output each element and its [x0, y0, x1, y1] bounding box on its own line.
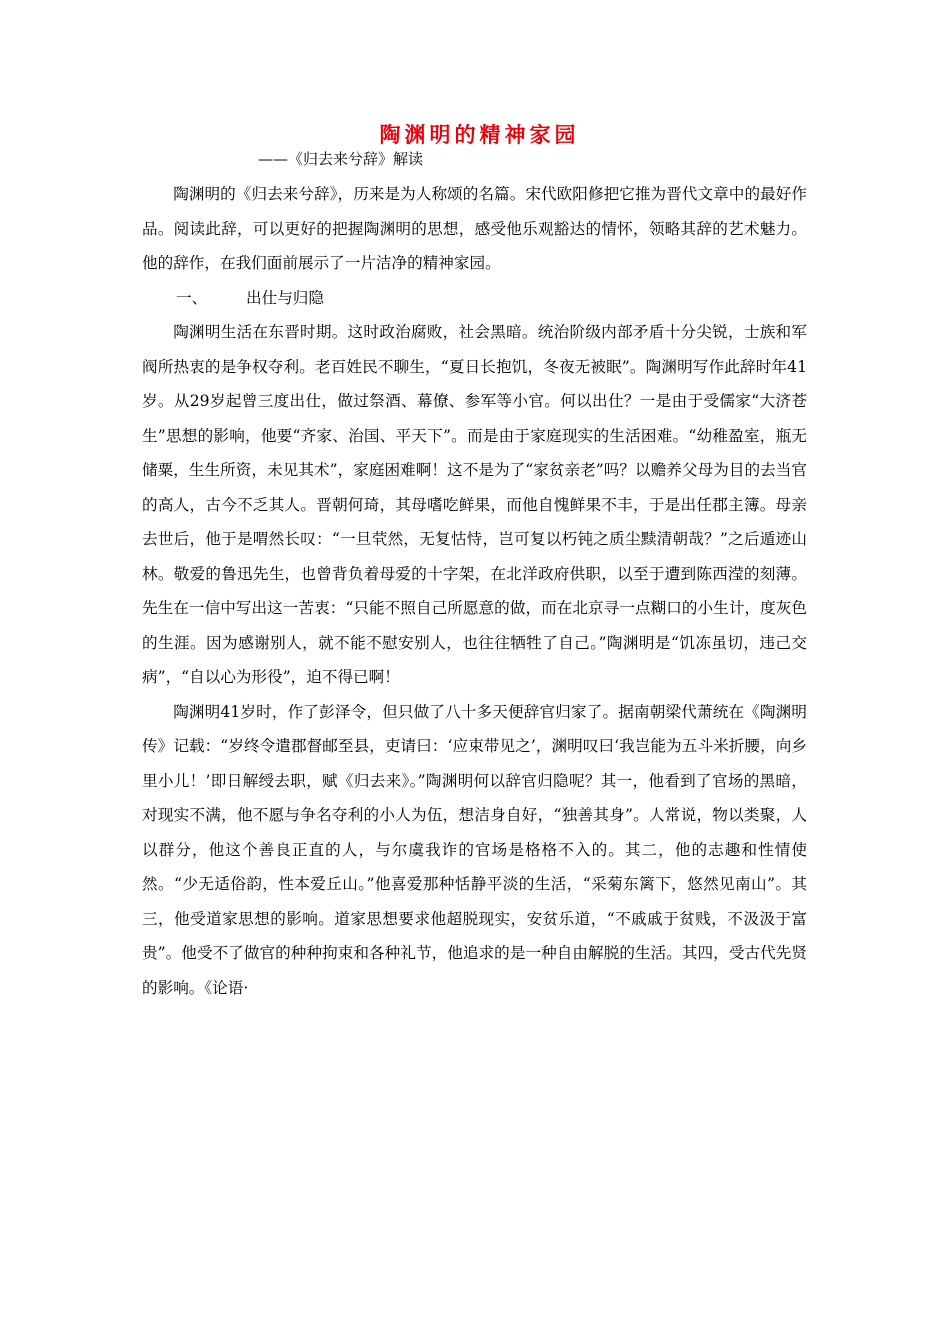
- document-page: [142, 118, 807, 1005]
- section-title: 出仕与归隐: [246, 288, 324, 307]
- body-paragraph: 陶渊明生活在东晋时期。这时政治腐败，社会黑暗。统治阶级内部矛盾十分尖锐，士族和军阀所热衷的是争权夺利。老百姓民不聊生，“夏日长抱饥，冬夜无被眠”。陶渊明写作此辞时年41岁。从29岁起曾三度出仕，做过祭酒、幕僚、参军等小官。何以出仕？一是由于受儒家“大济苍生”思想的影响，他要“齐家、治国、平天下”。而是由于家庭现实的生活困难。“幼稚盈室，瓶无储粟，生生所资，未见其术”，家庭困难啊！这不是为了“家贫亲老”吗？以赡养父母为目的去当官的高人，古今不乏其人。晋朝何琦，其母嗜吃鲜果，而他自愧鲜果不丰，于是出任郡主簿。母亲去世后，他于是喟然长叹：“一旦茕然，无复怙恃，岂可复以朽钝之质尘黩清朝哉？”之后遁迹山林。敬爱的鲁迅先生，也曾背负着母爱的十字架，在北洋政府供职，以至于遭到陈西滢的刻薄。先生在一信中写出这一苦衷：“只能不照自己所愿意的做，而在北京寻一点糊口的小生计，度灰色的生涯。因为感谢别人，就不能不慰安别人，也往往牺牲了自己。”陶渊明是“饥冻虽切，违己交病”，“自以心为形役”，迫不得已啊！: [142, 323, 807, 686]
- document-subtitle: ——《归去来兮辞》解读: [258, 150, 424, 168]
- document-title: 陶渊明的精神家园: [379, 123, 580, 147]
- intro-paragraph: 陶渊明的《归去来兮辞》，历来是为人称颂的名篇。宋代欧阳修把它推为晋代文章中的最好作品。阅读此辞，可以更好的把握陶渊明的思想，感受他乐观豁达的情怀，领略其辞的艺术魅力。他的辞作，在我们面前展示了一片洁净的精神家园。: [142, 185, 807, 272]
- body-paragraph: 陶渊明41岁时，作了彭泽令，但只做了八十多天便辞官归家了。据南朝梁代萧统在《陶渊明传》记载：“岁终令遣郡督邮至县，吏请曰：‘应束带见之’，渊明叹曰‘我岂能为五斗米折腰，向乡里小儿！’即日解绶去职，赋《归去来》。”陶渊明何以辞官归隐呢？其一，他看到了官场的黑暗，对现实不满，他不愿与争名夺利的小人为伍，想洁身自好，“独善其身”。人常说，物以类聚，人以群分，他这个善良正直的人，与尔虞我诈的官场是格格不入的。其二，他的志趣和性情使然。“少无适俗韵，性本爱丘山。”他喜爱那种恬静平淡的生活，“采菊东篱下，悠然见南山”。其三，他受道家思想的影响。道家思想要求他超脱现实，安贫乐道，“不戚戚于贫贱，不汲汲于富贵”。他受不了做官的种种拘束和各种礼节，他追求的是一种自由解脱的生活。其四，受古代先贤的影响。《论语·: [142, 702, 807, 997]
- section-number: 一、: [176, 288, 208, 307]
- section-heading: [142, 281, 807, 316]
